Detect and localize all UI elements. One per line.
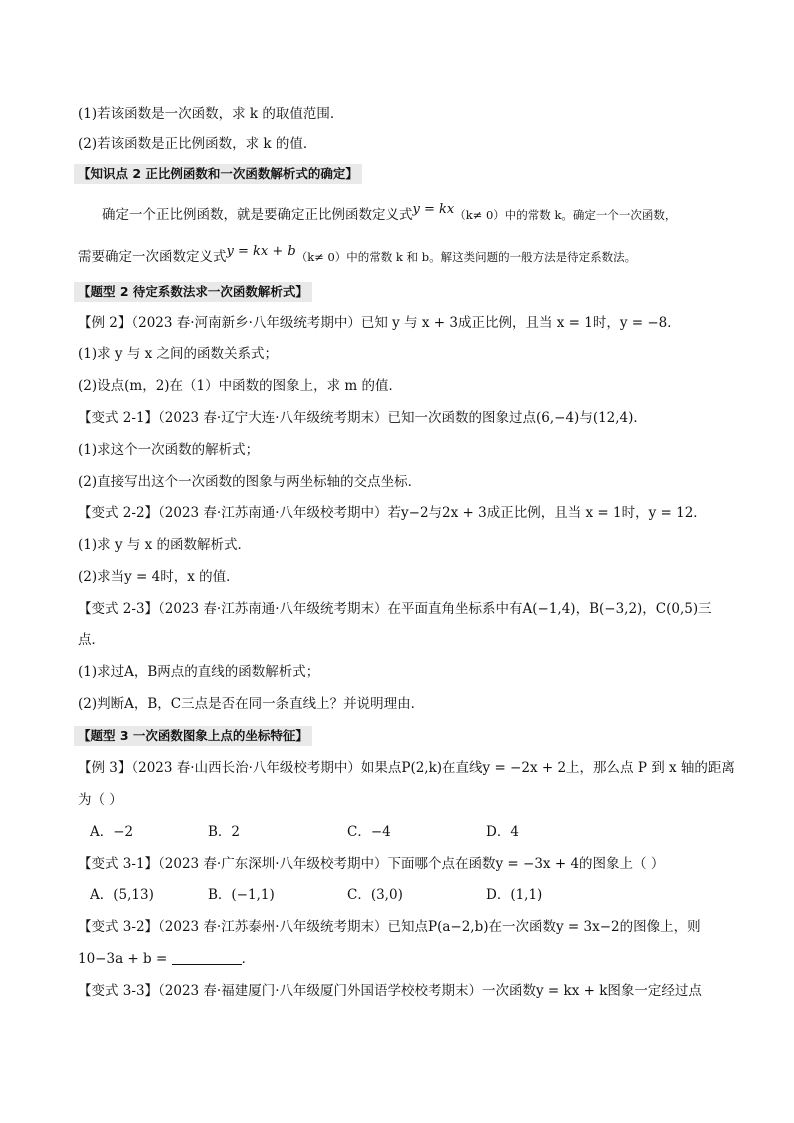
example-2: 【例 2】（2023 春·河南新乡·八年级统考期中）已知 y 与 x + 3成正比例，且当 x = 1时，y = −8． <box>78 315 681 331</box>
example-3-option-a: A．−2 <box>90 824 134 840</box>
variant-2-1: 【变式 2-1】（2023 春·辽宁大连·八年级统考期末）已知一次函数的图象过点(6,−4)与(12,4)． <box>78 410 647 426</box>
example-3-option-b: B．2 <box>208 824 241 840</box>
knowledge-paragraph-line2 <box>78 244 637 268</box>
answer-blank <box>172 950 242 965</box>
variant-3-2: 【变式 3-2】（2023 春·江苏泰州·八年级统考期末）已知点P(a−2,b)在一次函数y = 3x−2的图像上，则 <box>78 919 701 935</box>
variant-2-2-q2: (2)求当y = 4时，x 的值． <box>78 569 240 585</box>
variant-3-3: 【变式 3-3】（2023 春·福建厦门·八年级厦门外国语学校校考期末）一次函数y = kx + k图象一定经过点 <box>78 983 702 999</box>
example-3-cont: 为（ ） <box>78 792 123 808</box>
variant-2-2: 【变式 2-2】（2023 春·江苏南通·八年级校考期中）若y−2与2x + 3成正比例，且当 x = 1时，y = 12． <box>78 505 707 521</box>
text: （k≠ 0）中的常数 k 和 b。解这类问题的一般方法是待定系数法。 <box>295 250 637 264</box>
example-2-q1: (1)求 y 与 x 之间的函数关系式； <box>78 346 279 362</box>
variant-2-3: 【变式 2-3】（2023 春·江苏南通·八年级统考期末）在平面直角坐标系中有A(−1,4)，B(−3,2)，C(0,5)三 <box>78 601 712 617</box>
variant-3-1-option-d: D．(1,1) <box>486 887 543 903</box>
type3-heading: 【题型 3 一次函数图象上点的坐标特征】 <box>74 726 312 746</box>
text: （k≠ 0）中的常数 k。确定一个一次函数， <box>454 208 677 222</box>
text: 确定一个正比例函数，就是要确定正比例函数定义式 <box>102 207 413 223</box>
equation: y = kx + b <box>226 244 296 259</box>
example-2-q2: (2)设点(m，2)在（1）中函数的图象上，求 m 的值． <box>78 378 403 394</box>
knowledge-heading: 【知识点 2 正比例函数和一次函数解析式的确定】 <box>74 164 362 184</box>
variant-2-1-q2: (2)直接写出这个一次函数的图象与两坐标轴的交点坐标． <box>78 474 422 490</box>
variant-3-2-cont <box>78 949 255 969</box>
variant-3-1-option-a: A．(5,13) <box>90 887 154 903</box>
period: ． <box>241 951 256 967</box>
example-3-option-c: C．−4 <box>347 824 391 840</box>
variant-3-1: 【变式 3-1】（2023 春·广东深圳·八年级校考期中）下面哪个点在函数y = −3x + 4的图象上（ ） <box>78 856 665 872</box>
knowledge-paragraph-line1 <box>102 202 677 226</box>
type2-heading: 【题型 2 待定系数法求一次函数解析式】 <box>74 282 312 302</box>
question-1: (1)若该函数是一次函数，求 k 的取值范围． <box>78 106 344 122</box>
equation: y = kx <box>412 202 455 217</box>
text: 需要确定一次函数定义式 <box>78 249 227 265</box>
variant-3-1-option-c: C．(3,0) <box>347 887 403 903</box>
variant-2-3-q1: (1)求过A，B两点的直线的函数解析式； <box>78 664 320 680</box>
variant-2-3-cont: 点． <box>78 632 105 648</box>
variant-3-1-option-b: B．(−1,1) <box>208 887 275 903</box>
question-2: (2)若该函数是正比例函数，求 k 的值． <box>78 136 317 152</box>
variant-2-3-q2: (2)判断A，B，C三点是否在同一条直线上？并说明理由． <box>78 696 425 712</box>
expression: 10−3a + b = <box>78 951 168 967</box>
variant-2-2-q1: (1)求 y 与 x 的函数解析式． <box>78 537 252 553</box>
example-3-option-d: D．4 <box>486 824 519 840</box>
variant-2-1-q1: (1)求这个一次函数的解析式； <box>78 442 260 458</box>
example-3: 【例 3】（2023 春·山西长治·八年级校考期中）如果点P(2,k)在直线y = −2x + 2上，那么点 P 到 x 轴的距离 <box>78 760 735 776</box>
